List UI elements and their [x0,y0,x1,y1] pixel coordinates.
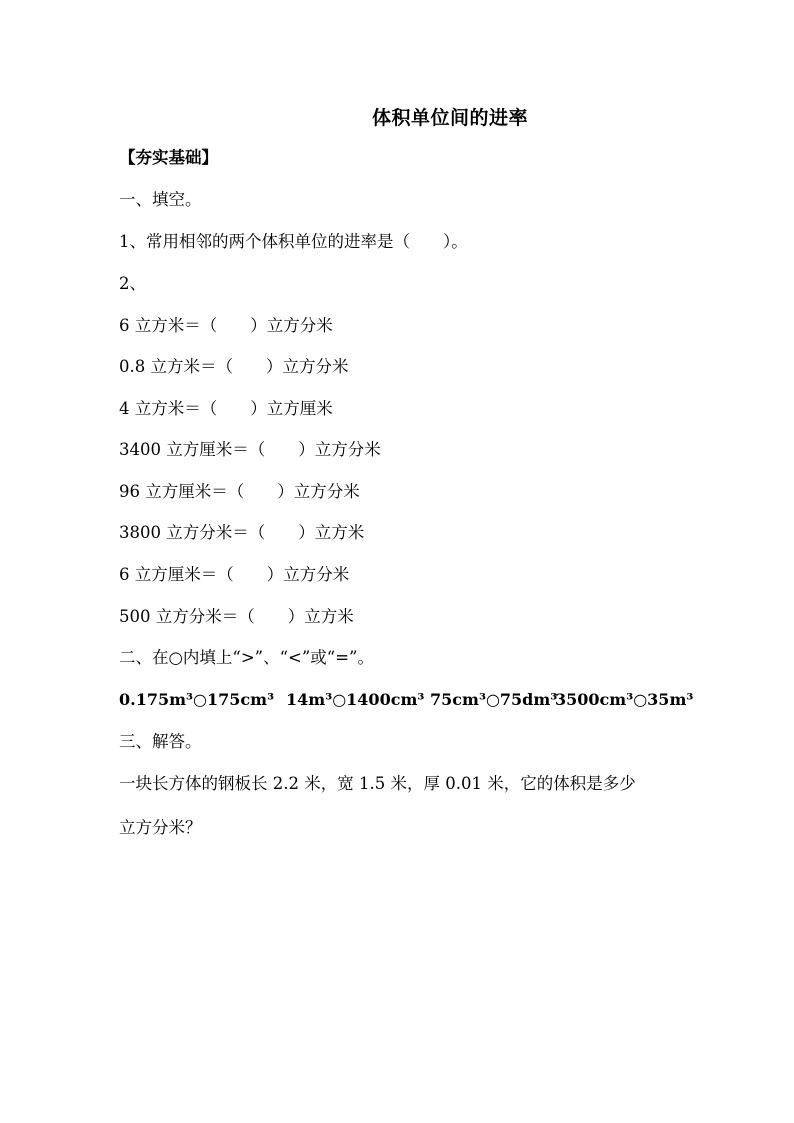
fill-item: 96 立方厘米＝（ ）立方分米 [119,482,360,501]
fill-item: 6 立方厘米＝（ ）立方分米 [119,565,350,584]
fill-item: 6 立方米＝（ ）立方分米 [119,316,333,335]
comparison-item: 14m³○1400cm³ [286,690,425,709]
question-2-label: 2、 [119,274,146,293]
fill-item: 0.8 立方米＝（ ）立方分米 [119,357,349,376]
problem-text-line-1: 一块长方体的钢板长 2.2 米，宽 1.5 米，厚 0.01 米，它的体积是多少 [119,774,636,793]
fill-item: 4 立方米＝（ ）立方厘米 [119,399,333,418]
comparison-item: 75cm³○75dm³ [430,690,558,709]
comparison-item: 3500cm³○35m³ [555,690,694,709]
part1-heading: 一、填空。 [119,190,202,209]
question-1: 1、常用相邻的两个体积单位的进率是（ ）。 [119,232,468,251]
fill-item: 500 立方分米＝（ ）立方米 [119,607,354,626]
section-header: 【夯实基础】 [119,148,218,167]
comparison-item: 0.175m³○175cm³ [119,690,275,709]
fill-item: 3400 立方厘米＝（ ）立方分米 [119,440,381,459]
page-title: 体积单位间的进率 [372,107,529,129]
fill-item: 3800 立方分米＝（ ）立方米 [119,523,365,542]
part3-heading: 三、解答。 [119,732,202,751]
part2-heading: 二、在○内填上“>”、“<”或“=”。 [119,648,374,667]
problem-text-line-2: 立方分米？ [119,818,202,837]
